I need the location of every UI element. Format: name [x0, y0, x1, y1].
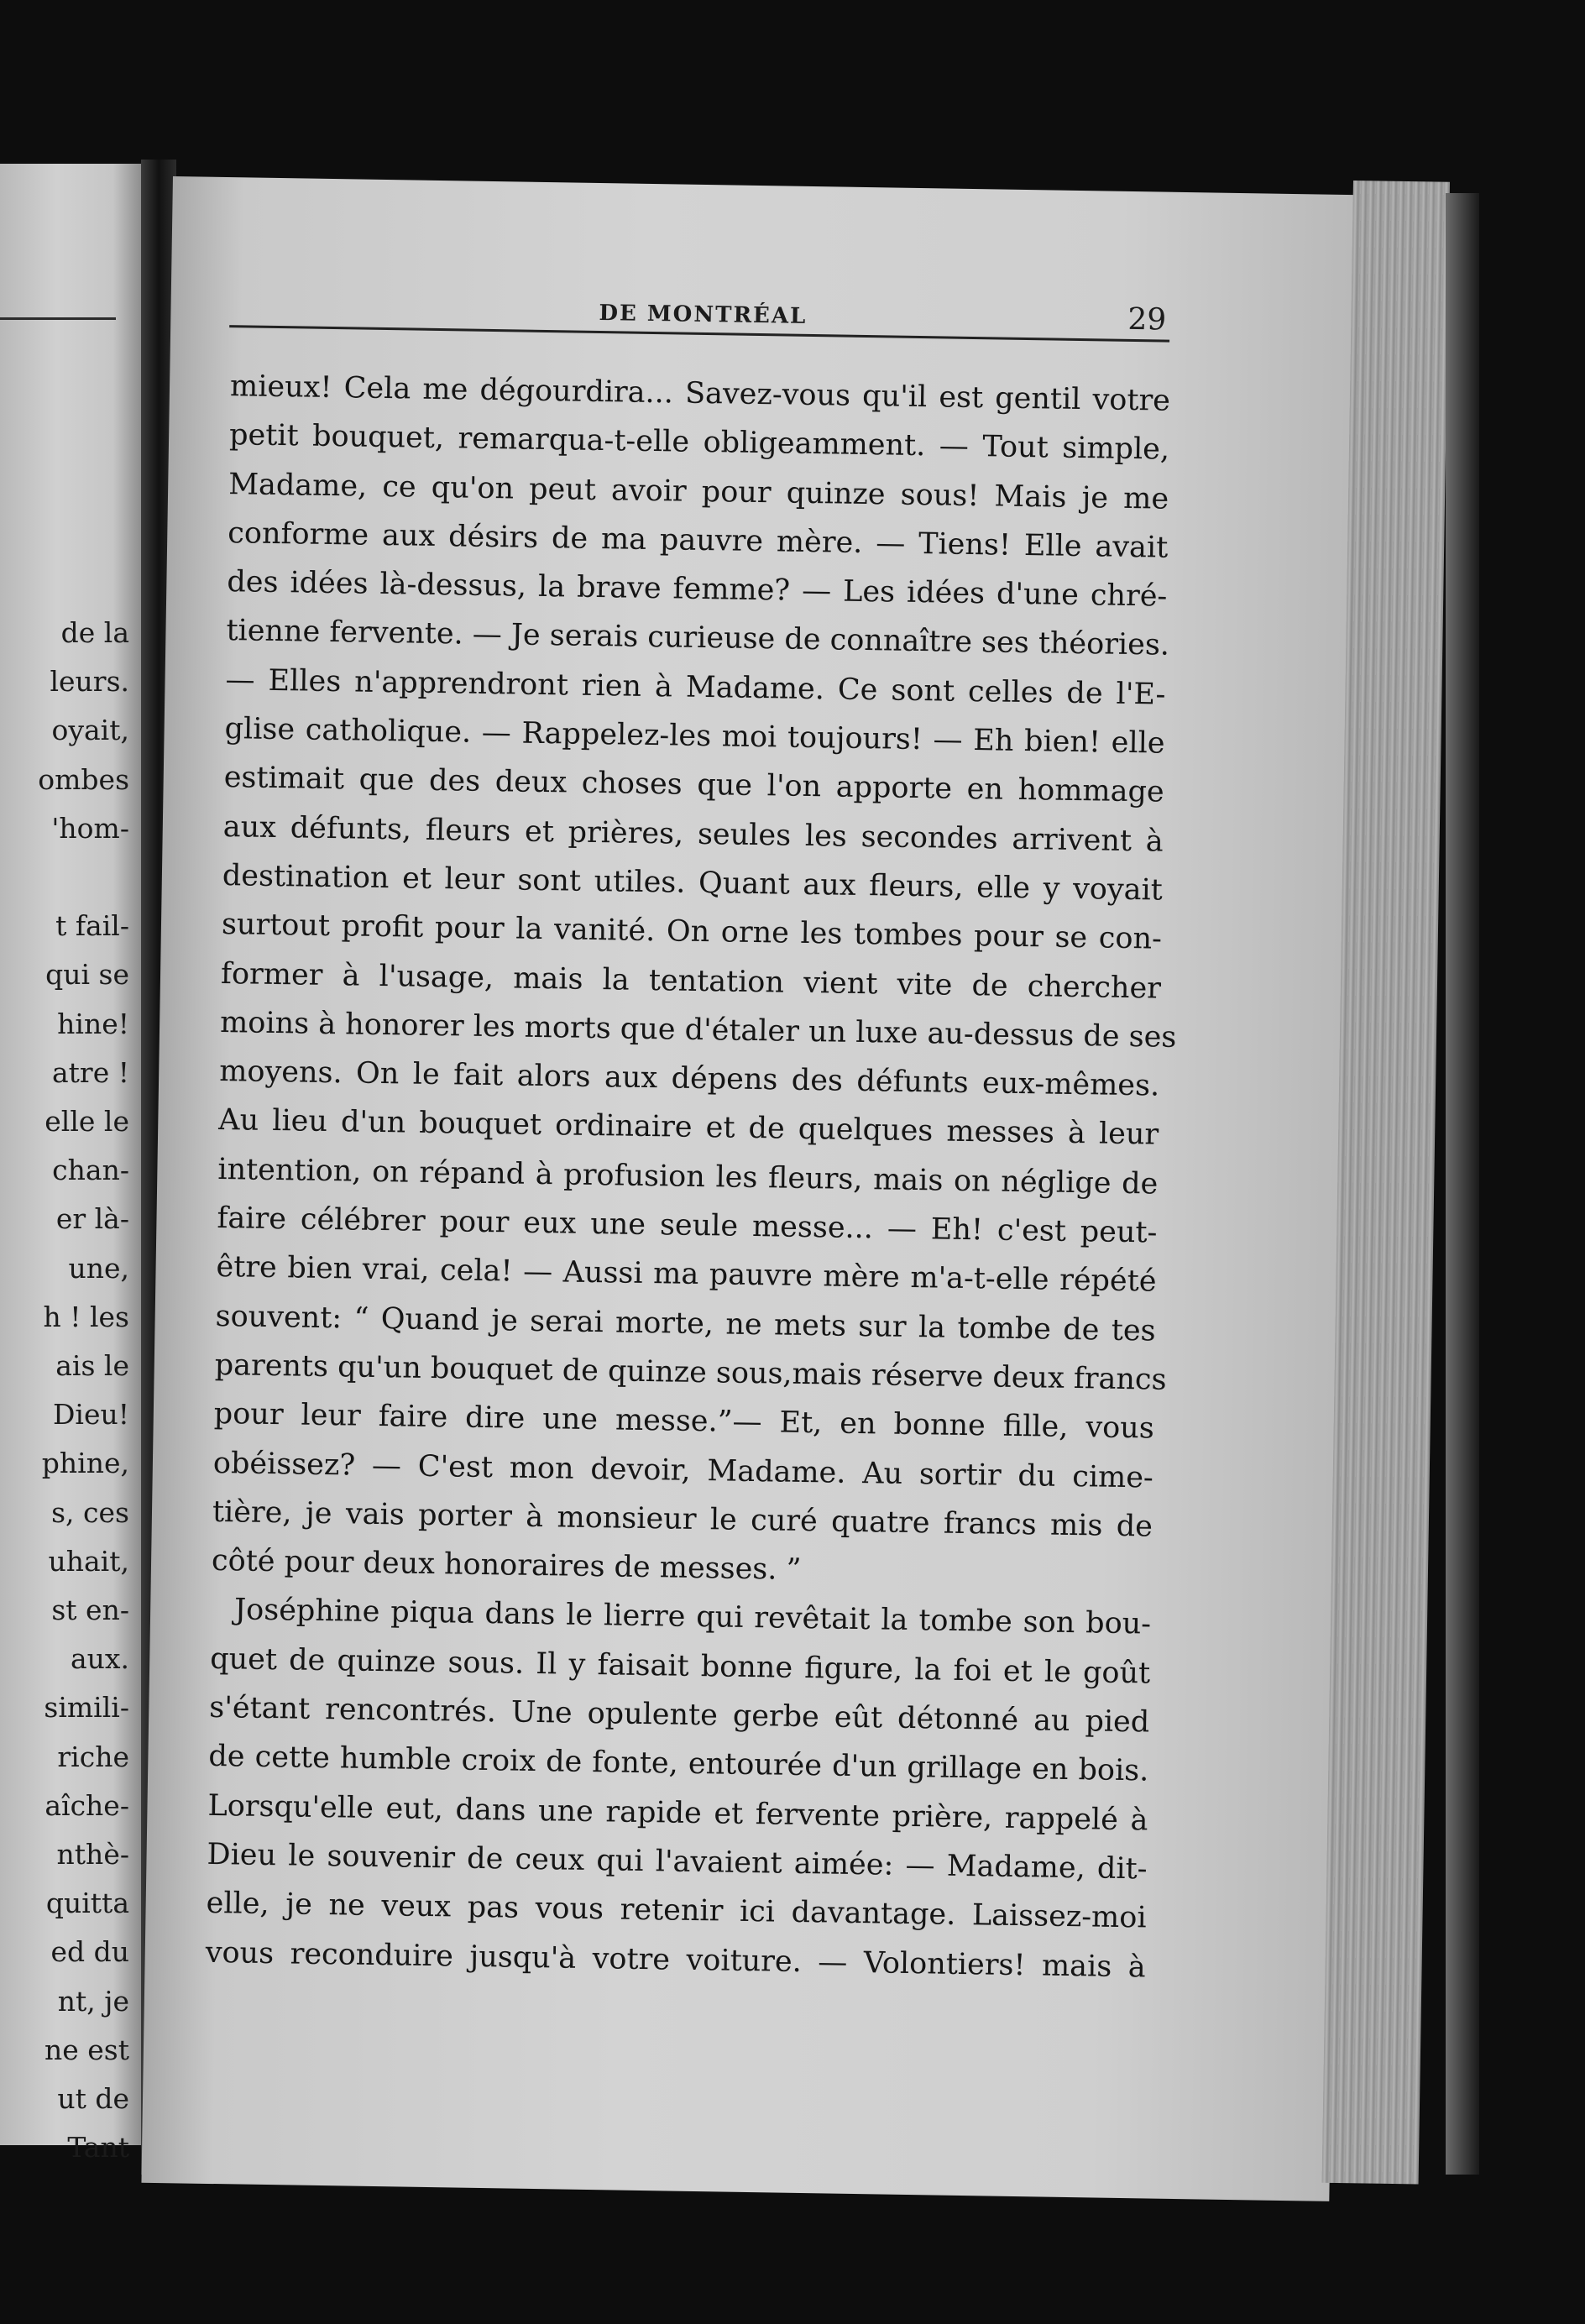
- body-line: de cette humble croix de fonte, entourée d'un grillage en bois.: [208, 1740, 1149, 1788]
- body-line: s'étant rencontrés. Une opulente gerbe eût détonné au pied: [209, 1690, 1150, 1740]
- previous-page-line: st en-: [51, 1594, 129, 1627]
- previous-page-line: s, ces: [51, 1495, 129, 1529]
- previous-page: [0, 164, 141, 2164]
- body-line: former à l'usage, mais la tentation vient vite de chercher: [220, 956, 1162, 1006]
- body-line: pour leur faire dire une messe.”— Et, en bonne fille, vous: [213, 1397, 1155, 1446]
- previous-page-line: ne est: [44, 2033, 129, 2066]
- body-line: faire célébrer pour eux une seule messe... — Eh! c'est peut-: [217, 1201, 1158, 1250]
- previous-page-text: [0, 609, 129, 2173]
- previous-page-line: elle le: [44, 1105, 129, 1138]
- previous-page-line: 'hom-: [51, 811, 129, 845]
- body-line: quet de quinze sous. Il y faisait bonne figure, la foi et le goût: [209, 1641, 1151, 1691]
- previous-page-line: ais le: [55, 1349, 129, 1383]
- body-line: Madame, ce qu'on peut avoir pour quinze sous! Mais je me: [228, 467, 1169, 516]
- previous-page-line: une,: [68, 1251, 129, 1285]
- previous-page-line: oyait,: [51, 714, 129, 747]
- previous-page-line: aîche-: [44, 1788, 129, 1822]
- previous-page-line: ombes: [38, 762, 129, 796]
- body-line: petit bouquet, remarqua-t-elle obligeamment. — Tout simple,: [228, 418, 1170, 467]
- current-page: [141, 176, 1360, 2201]
- previous-page-line: ed du: [50, 1935, 129, 1969]
- previous-page-line: h ! les: [43, 1300, 129, 1333]
- previous-page-line: Dieu!: [52, 1398, 129, 1432]
- previous-page-line: de la: [60, 616, 129, 649]
- previous-page-line: t fail-: [55, 909, 129, 943]
- body-line: aux défunts, fleurs et prières, seules les secondes arrivent à: [222, 809, 1164, 859]
- previous-page-line: chan-: [52, 1154, 129, 1187]
- body-line: être bien vrai, cela! — Aussi ma pauvre mère m'a-t-elle répété: [216, 1250, 1157, 1299]
- body-line: obéissez? — C'est mon devoir, Madame. Au sortir du cime-: [212, 1446, 1154, 1495]
- previous-page-line: er là-: [55, 1202, 129, 1236]
- running-head-title: DE MONTRÉAL: [599, 300, 808, 329]
- running-head: [170, 294, 1359, 354]
- body-line: vous reconduire jusqu'à votre voiture. — Volontiers! mais à: [205, 1935, 1146, 1984]
- previous-page-line: riche: [57, 1740, 129, 1773]
- previous-page-rule: [0, 317, 116, 320]
- body-text: [205, 362, 1177, 1992]
- previous-page-line: aux.: [70, 1642, 129, 1676]
- previous-page-line: uhait,: [48, 1544, 129, 1578]
- previous-page-line: quitta: [45, 1887, 129, 1920]
- previous-page-line: qui se: [45, 958, 129, 992]
- previous-page-line: simili-: [44, 1691, 129, 1725]
- body-line: destination et leur sont utiles. Quant aux fleurs, elle y voyait: [222, 858, 1164, 908]
- previous-page-line: leurs.: [50, 665, 129, 699]
- previous-page-line: atre !: [52, 1055, 129, 1089]
- body-line: des idées là-dessus, la brave femme? — Les idées d'une chré-: [227, 565, 1168, 614]
- previous-page-line: nthè-: [56, 1838, 129, 1871]
- body-line: glise catholique. — Rappelez-les moi toujours! — Eh bien! elle: [224, 712, 1165, 761]
- body-line: moins à honorer les morts que d'étaler un luxe au-dessus de ses: [219, 1005, 1177, 1055]
- previous-page-line: nt, je: [57, 1984, 129, 2018]
- previous-page-line: phine,: [41, 1447, 129, 1480]
- body-line: tière, je vais porter à monsieur le curé quatre francs mis de: [212, 1494, 1153, 1544]
- body-line: elle, je ne veux pas vous retenir ici davantage. Laissez-moi: [206, 1887, 1147, 1935]
- page-number: 29: [1127, 301, 1167, 338]
- book-edge-shadow: [1446, 193, 1479, 2175]
- body-line: mieux! Cela me dégourdira... Savez-vous qu'il est gentil votre: [229, 369, 1171, 418]
- body-line: Lorsqu'elle eut, dans une rapide et fervente prière, rappelé à: [207, 1788, 1148, 1838]
- body-line: estimait que des deux choses que l'on apporte en hommage: [223, 761, 1164, 810]
- body-line: parents qu'un bouquet de quinze sous,mais réserve deux francs: [214, 1348, 1167, 1397]
- body-line: Au lieu d'un bouquet ordinaire et de quelques messes à leur: [218, 1103, 1159, 1153]
- body-line: tienne fervente. — Je serais curieuse de connaître ses théories.: [226, 614, 1170, 663]
- body-line: Joséphine piqua dans le lierre qui revêtait la tombe son bou-: [233, 1593, 1152, 1641]
- body-line: moyens. On le fait alors aux dépens des défunts eux-mêmes.: [218, 1055, 1160, 1103]
- body-line: Dieu le souvenir de ceux qui l'avaient aimée: — Madame, dit-: [207, 1837, 1148, 1887]
- body-line: côté pour deux honoraires de messes. ”: [211, 1544, 802, 1588]
- body-line: intention, on répand à profusion les fleurs, mais on néglige de: [217, 1152, 1159, 1201]
- body-line: surtout profit pour la vanité. On orne les tombes pour se con-: [221, 908, 1163, 956]
- previous-page-line: Tant: [67, 2131, 129, 2164]
- body-line: — Elles n'apprendront rien à Madame. Ce sont celles de l'E-: [225, 662, 1166, 712]
- body-line: conforme aux désirs de ma pauvre mère. — Tiens! Elle avait: [228, 516, 1169, 565]
- previous-page-line: ut de: [57, 2082, 129, 2116]
- body-line: souvent: “ Quand je serai morte, ne mets sur la tombe de tes: [215, 1299, 1156, 1348]
- previous-page-line: [0, 853, 129, 902]
- previous-page-line: hine!: [57, 1007, 129, 1040]
